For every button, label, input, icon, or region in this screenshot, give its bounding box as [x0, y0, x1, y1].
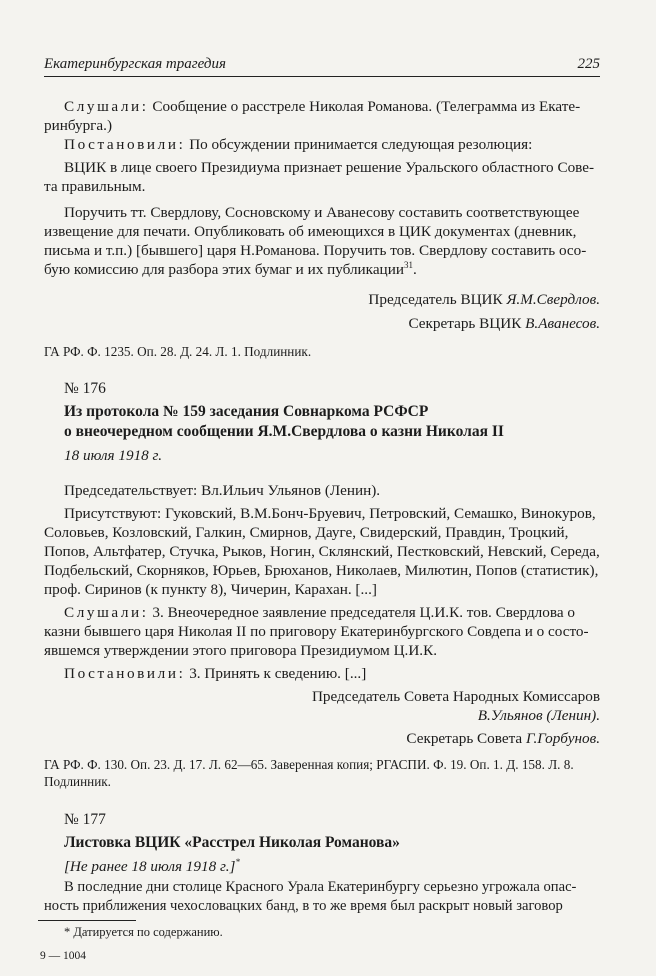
doc176-source-line2: Подлинник.: [44, 774, 111, 789]
listened-text: 3. Внеочередное заявление председателя Ц.И.К. тов. Свердлова о: [148, 604, 575, 621]
sig-name: Я.М.Свердлов.: [506, 291, 600, 308]
doc176-number: № 176: [64, 380, 106, 397]
doc176-present-line5: проф. Сиринов (к пункту 8), Чичерин, Карахан. [...]: [44, 581, 377, 598]
doc176-present-line2: Соловьев, Козловский, Галкин, Смирнов, Дауге, Свидерский, Правдин, Троцкий,: [44, 524, 569, 541]
doc176-listened-line2: казни бывшего царя Николая II по приговору Екатеринбургского Совдепа и о состо-: [44, 623, 589, 640]
doc176-source-line1: ГА РФ. Ф. 130. Оп. 23. Д. 17. Л. 62—65. Заверенная копия; РГАСПИ. Ф. 19. Оп. 1. Д. 158. Л. 8.: [44, 757, 574, 772]
doc175-signature-chair: [368, 290, 600, 309]
sig-label: Председатель ВЦИК: [368, 291, 507, 308]
footnote-ref: *: [235, 856, 240, 867]
doc175-p2-line3: письма и т.п.) [бывшего] царя Н.Романова. Поручить тов. Свердлову составить осо-: [44, 242, 587, 259]
doc175-resolved: [64, 135, 532, 154]
doc175-p1-line1: ВЦИК в лице своего Президиума признает решение Уральского областного Сове-: [64, 159, 595, 176]
doc176-listened: [64, 603, 575, 622]
doc175-signature-secretary: [408, 314, 600, 333]
doc176-present-line1: Присутствуют: Гуковский, В.М.Бонч-Бруевич, Петровский, Семашко, Винокуров,: [64, 505, 596, 522]
resolved-text: 3. Принять к сведению. [...]: [185, 665, 367, 682]
doc175-listened: [64, 97, 580, 116]
p2-line4-text: бую комиссию для разбора этих бумаг и их публикации: [44, 261, 404, 278]
doc175-p2-line1: Поручить тт. Свердлову, Сосновскому и Аванесову составить соответствующее: [64, 204, 580, 221]
doc176-title-line1: Из протокола № 159 заседания Совнаркома РСФСР: [64, 403, 429, 420]
sig-label: Секретарь Совета: [406, 730, 526, 747]
doc175-listened-cont: ринбурга.): [44, 117, 113, 134]
doc176-title-line2: о внеочередном сообщении Я.М.Свердлова о казни Николая II: [64, 423, 504, 440]
running-header: [44, 54, 600, 77]
doc177-date: [64, 857, 240, 876]
doc176-signature-secretary: [406, 729, 600, 748]
resolved-label: Постановили:: [64, 136, 186, 153]
doc177-text-line1: В последние дни столице Красного Урала Екатеринбургу серьезно угрожала опас-: [64, 879, 577, 895]
resolved-text: По обсуждении принимается следующая резолюция:: [185, 136, 533, 153]
doc177-text-line2: ность приближения чехословацких банд, в то же время был раскрыт новый заговор: [44, 898, 563, 914]
resolved-label: Постановили:: [64, 665, 186, 682]
footnote-text: Датируется по содержанию.: [70, 925, 223, 939]
doc176-date: 18 июля 1918 г.: [64, 447, 163, 464]
doc177-number: № 177: [64, 811, 106, 828]
page-number: 225: [577, 56, 600, 72]
doc176-present-line4: Подбельский, Скорняков, Юрьев, Брюханов, Николаев, Милютин, Попов (статистик),: [44, 562, 599, 579]
signature-mark: 9 — 1004: [40, 950, 86, 962]
listened-label: Слушали:: [64, 604, 149, 621]
doc175-p1-line2: та правильным.: [44, 178, 146, 195]
sig-label: Секретарь ВЦИК: [408, 315, 526, 332]
listened-text: Сообщение о расстреле Николая Романова. (Телеграмма из Екате-: [148, 98, 581, 115]
footnote-mark: *: [64, 925, 71, 939]
doc175-source: ГА РФ. Ф. 1235. Оп. 28. Д. 24. Л. 1. Подлинник.: [44, 344, 312, 359]
doc176-signature-chair-name: В.Ульянов (Ленин).: [477, 707, 600, 724]
listened-label: Слушали:: [64, 98, 149, 115]
sig-name: Г.Горбунов.: [525, 730, 600, 747]
p2-end: .: [412, 261, 417, 278]
doc176-signature-chair-line1: Председатель Совета Народных Комиссаров: [311, 688, 600, 705]
date-text: [Не ранее 18 июля 1918 г.]: [64, 858, 236, 875]
doc176-resolved: [64, 664, 366, 683]
running-title: Екатеринбургская трагедия: [44, 56, 226, 72]
sig-name: В.Аванесов.: [525, 315, 600, 332]
doc176-chair: Председательствует: Вл.Ильич Ульянов (Ленин).: [64, 482, 381, 499]
footnote: [64, 925, 223, 940]
doc175-p2-line4: [44, 260, 417, 279]
doc176-present-line3: Попов, Альтфатер, Стучка, Рыков, Ногин, Склянский, Пестковский, Невский, Середа,: [44, 543, 600, 560]
doc175-p2-line2: извещение для печати. Опубликовать об имеющихся в ЦИК документах (дневник,: [44, 223, 577, 240]
footnote-rule: [38, 920, 136, 921]
endnote-ref: 31: [403, 259, 413, 270]
doc176-listened-line3: явшемся утверждении этого приговора Президиумом Ц.И.К.: [44, 642, 438, 659]
doc177-title: Листовка ВЦИК «Расстрел Николая Романова»: [64, 834, 400, 851]
